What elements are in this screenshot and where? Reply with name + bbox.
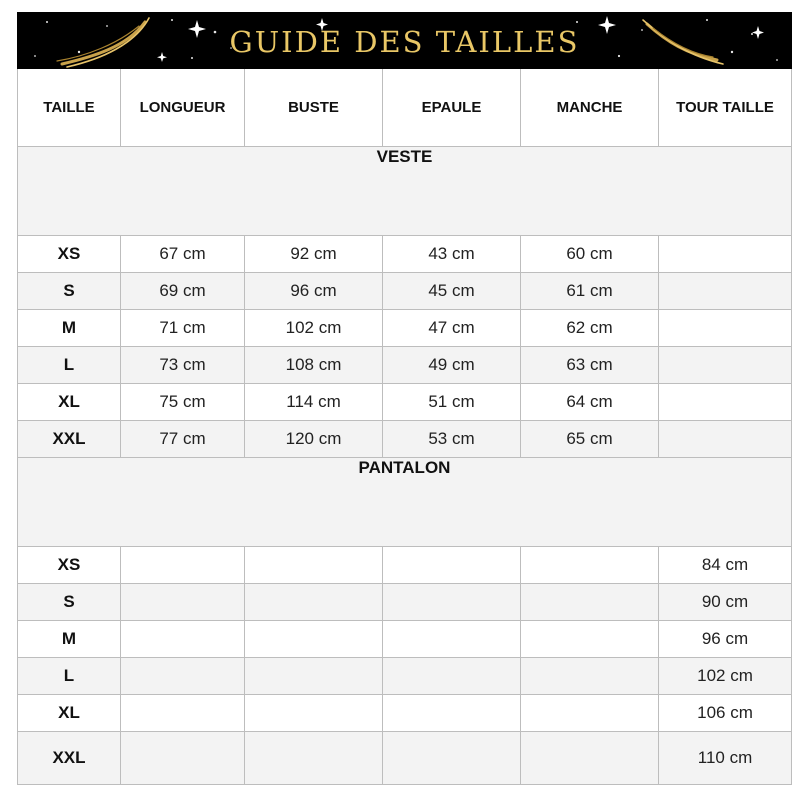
- epaule-cell: 43 cm: [383, 236, 521, 272]
- section-header-veste: [17, 147, 792, 236]
- longueur-cell: 69 cm: [121, 273, 245, 309]
- table-row: [17, 310, 792, 347]
- column-header-buste: BUSTE: [245, 69, 383, 146]
- epaule-cell: 53 cm: [383, 421, 521, 457]
- buste-cell: [245, 584, 383, 620]
- table-row: [17, 421, 792, 458]
- manche-cell: [521, 621, 659, 657]
- table-row: [17, 621, 792, 658]
- longueur-cell: 71 cm: [121, 310, 245, 346]
- size-cell: XXL: [17, 421, 121, 457]
- column-header-tour-taille: TOUR TAILLE: [659, 69, 792, 146]
- epaule-cell: [383, 621, 521, 657]
- buste-cell: [245, 658, 383, 694]
- buste-cell: 92 cm: [245, 236, 383, 272]
- table-row: [17, 347, 792, 384]
- buste-cell: [245, 621, 383, 657]
- buste-cell: 96 cm: [245, 273, 383, 309]
- table-row: [17, 273, 792, 310]
- buste-cell: [245, 547, 383, 583]
- tour-taille-cell: 96 cm: [659, 621, 792, 657]
- manche-cell: [521, 584, 659, 620]
- table-row: [17, 695, 792, 732]
- manche-cell: 64 cm: [521, 384, 659, 420]
- tour-taille-cell: [659, 421, 792, 457]
- longueur-cell: [121, 732, 245, 784]
- table-row: [17, 584, 792, 621]
- manche-cell: [521, 732, 659, 784]
- buste-cell: 114 cm: [245, 384, 383, 420]
- table-row: [17, 236, 792, 273]
- epaule-cell: [383, 732, 521, 784]
- tour-taille-cell: [659, 236, 792, 272]
- manche-cell: [521, 695, 659, 731]
- size-cell: XL: [17, 384, 121, 420]
- longueur-cell: [121, 621, 245, 657]
- table-row: [17, 547, 792, 584]
- size-cell: L: [17, 658, 121, 694]
- size-cell: XS: [17, 547, 121, 583]
- manche-cell: [521, 658, 659, 694]
- buste-cell: [245, 732, 383, 784]
- tour-taille-cell: 106 cm: [659, 695, 792, 731]
- manche-cell: 61 cm: [521, 273, 659, 309]
- epaule-cell: [383, 584, 521, 620]
- tour-taille-cell: [659, 347, 792, 383]
- longueur-cell: 67 cm: [121, 236, 245, 272]
- manche-cell: [521, 547, 659, 583]
- epaule-cell: 45 cm: [383, 273, 521, 309]
- column-header-epaule: EPAULE: [383, 69, 521, 146]
- tour-taille-cell: [659, 273, 792, 309]
- epaule-cell: 47 cm: [383, 310, 521, 346]
- longueur-cell: [121, 695, 245, 731]
- longueur-cell: 75 cm: [121, 384, 245, 420]
- section-title: PANTALON: [358, 458, 451, 477]
- section-header-pantalon: [17, 458, 792, 547]
- epaule-cell: [383, 547, 521, 583]
- size-cell: M: [17, 310, 121, 346]
- size-cell: S: [17, 584, 121, 620]
- tour-taille-cell: [659, 384, 792, 420]
- tour-taille-cell: [659, 310, 792, 346]
- size-cell: S: [17, 273, 121, 309]
- longueur-cell: [121, 547, 245, 583]
- epaule-cell: 51 cm: [383, 384, 521, 420]
- size-cell: L: [17, 347, 121, 383]
- header-banner: [17, 12, 792, 69]
- tour-taille-cell: 84 cm: [659, 547, 792, 583]
- table-row: [17, 658, 792, 695]
- table-row: [17, 384, 792, 421]
- section-title: VESTE: [376, 147, 433, 166]
- size-cell: XS: [17, 236, 121, 272]
- tour-taille-cell: 110 cm: [659, 732, 792, 784]
- buste-cell: 108 cm: [245, 347, 383, 383]
- epaule-cell: [383, 658, 521, 694]
- page-title: GUIDE DES TAILLES: [229, 25, 580, 59]
- longueur-cell: 73 cm: [121, 347, 245, 383]
- size-cell: XL: [17, 695, 121, 731]
- buste-cell: 102 cm: [245, 310, 383, 346]
- buste-cell: 120 cm: [245, 421, 383, 457]
- buste-cell: [245, 695, 383, 731]
- size-cell: XXL: [17, 732, 121, 784]
- table-header-row: [17, 69, 792, 147]
- tour-taille-cell: 90 cm: [659, 584, 792, 620]
- column-header-manche: MANCHE: [521, 69, 659, 146]
- longueur-cell: [121, 658, 245, 694]
- manche-cell: 63 cm: [521, 347, 659, 383]
- size-cell: M: [17, 621, 121, 657]
- epaule-cell: [383, 695, 521, 731]
- table-row: [17, 732, 792, 785]
- epaule-cell: 49 cm: [383, 347, 521, 383]
- manche-cell: 62 cm: [521, 310, 659, 346]
- longueur-cell: 77 cm: [121, 421, 245, 457]
- tour-taille-cell: 102 cm: [659, 658, 792, 694]
- longueur-cell: [121, 584, 245, 620]
- column-header-longueur: LONGUEUR: [121, 69, 245, 146]
- manche-cell: 65 cm: [521, 421, 659, 457]
- column-header-taille: TAILLE: [17, 69, 121, 146]
- manche-cell: 60 cm: [521, 236, 659, 272]
